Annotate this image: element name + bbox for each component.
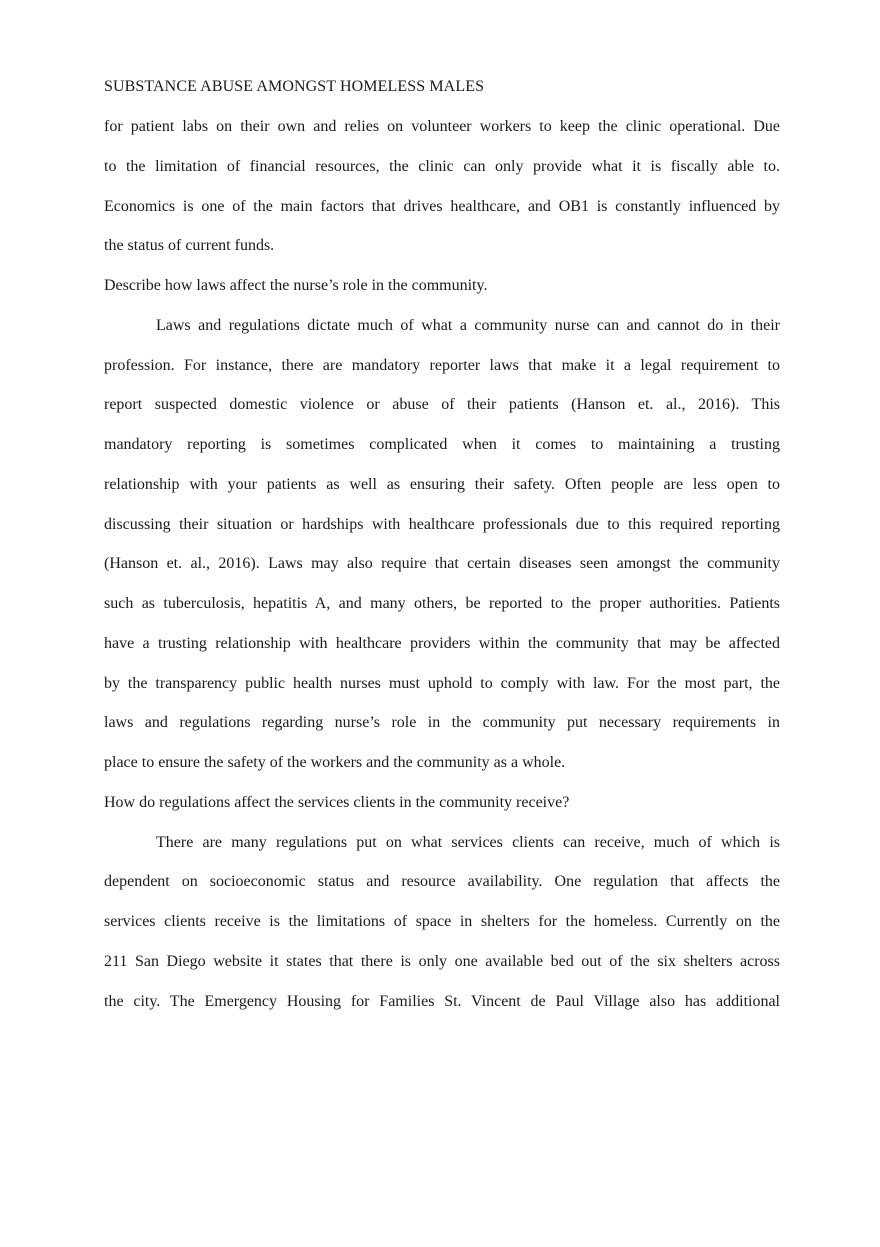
paragraph-line: There are many regulations put on what services clients can receive, much of which is (156, 833, 780, 851)
paragraph-line: Laws and regulations dictate much of what a community nurse can and cannot do in their (156, 316, 780, 334)
paragraph-line: report suspected domestic violence or abuse of their patients (Hanson et. al., 2016). This (104, 396, 780, 414)
paragraph-line: the city. The Emergency Housing for Families St. Vincent de Paul Village also has additional (104, 992, 780, 1010)
paragraph-line: for patient labs on their own and relies on volunteer workers to keep the clinic operational. Due (104, 118, 780, 135)
section-heading-regulations: How do regulations affect the services clients in the community receive? (104, 793, 570, 811)
paragraph-line: laws and regulations regarding nurse’s role in the community put necessary requirements in (104, 714, 780, 732)
paragraph-line: the status of current funds. (104, 237, 275, 255)
paragraph-line: mandatory reporting is sometimes complicated when it comes to maintaining a trusting (104, 436, 780, 453)
paragraph-line: by the transparency public health nurses must uphold to comply with law. For the most part, the (104, 674, 780, 692)
paragraph-line: discussing their situation or hardships with healthcare professionals due to this required reporting (104, 515, 780, 533)
paragraph-line: Economics is one of the main factors that drives healthcare, and OB1 is constantly influenced by (104, 197, 780, 215)
paragraph-line: services clients receive is the limitations of space in shelters for the homeless. Currently on the (104, 913, 780, 930)
body-text (104, 114, 780, 1028)
paragraph-line: such as tuberculosis, hepatitis A, and many others, be reported to the proper authorities. Patients (104, 595, 780, 612)
paragraph-line: dependent on socioeconomic status and resource availability. One regulation that affects the (104, 873, 780, 891)
paragraph-line: 211 San Diego website it states that there is only one available bed out of the six shelters across (104, 952, 780, 970)
paragraph-line: relationship with your patients as well as ensuring their safety. Often people are less open to (104, 475, 780, 493)
paragraph-line: (Hanson et. al., 2016). Laws may also require that certain diseases seen amongst the community (104, 555, 780, 573)
running-head: SUBSTANCE ABUSE AMONGST HOMELESS MALES (104, 78, 485, 95)
paragraph-line: place to ensure the safety of the workers and the community as a whole. (104, 754, 566, 771)
section-heading-laws: Describe how laws affect the nurse’s role in the community. (104, 277, 488, 294)
paragraph-line: profession. For instance, there are mandatory reporter laws that make it a legal requirement to (104, 356, 780, 374)
paragraph-line: to the limitation of financial resources, the clinic can only provide what it is fiscally able to. (104, 157, 780, 175)
paragraph-line: have a trusting relationship with healthcare providers within the community that may be affected (104, 634, 780, 652)
